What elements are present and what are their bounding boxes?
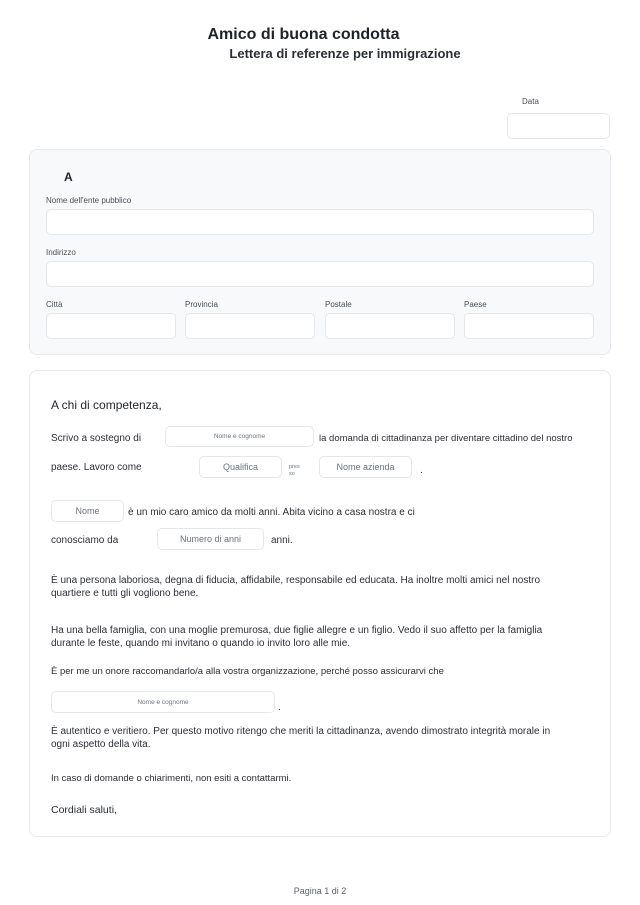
paragraph-3-end: . (278, 702, 281, 713)
postal-label: Postale (325, 300, 352, 309)
city-label: Città (46, 300, 63, 309)
recipient-heading: A (64, 170, 73, 184)
line4-end: anni. (271, 535, 293, 546)
greeting: A chi di competenza, (51, 398, 162, 412)
paragraph-1-line-1: È una persona laboriosa, degna di fiducia, affidabile, responsabile ed educata. Ha inoltre molti amici nel nostro (51, 575, 541, 586)
paragraph-2-line-1: Ha una bella famiglia, con una moglie premurosa, due figlie allegre e un figlio. Vedo il suo affetto per la famiglia (51, 625, 543, 636)
line3: è un mio caro amico da molti anni. Abita vicino a casa nostra e ci (128, 507, 415, 518)
paragraph-1-line-2: quartiere e tutti gli vogliono bene. (51, 588, 199, 599)
country-field[interactable] (464, 313, 594, 339)
city-field[interactable] (46, 313, 176, 339)
years-field[interactable]: Numero di anni (157, 528, 264, 550)
postal-field[interactable] (325, 313, 455, 339)
line4-start: conosciamo da (51, 535, 119, 546)
applicant-name-field[interactable]: Nome e cognome (165, 426, 314, 447)
date-label: Data (522, 97, 539, 106)
public-body-name-label: Nome dell'ente pubblico (46, 196, 132, 205)
document-title: Amico di buona condotta (207, 26, 400, 43)
country-label: Paese (464, 300, 487, 309)
province-field[interactable] (185, 313, 315, 339)
presso-label-2: so (289, 471, 295, 477)
date-field[interactable] (507, 113, 610, 139)
document-subtitle: Lettera di referenze per immigrazione (229, 46, 461, 61)
presso-label-1: pres (289, 464, 300, 470)
full-name-field[interactable]: Nome e cognome (51, 691, 275, 713)
paragraph-4-line-2: ogni aspetto della vita. (51, 739, 151, 750)
paragraph-5: In caso di domande o chiarimenti, non esiti a contattarmi. (51, 773, 292, 784)
page-indicator: Pagina 1 di 2 (293, 886, 347, 896)
address-field[interactable] (46, 261, 594, 287)
public-body-name-field[interactable] (46, 209, 594, 235)
line2-end: . (420, 465, 423, 476)
address-label: Indirizzo (46, 248, 76, 257)
line1-start: Scrivo a sostegno di (51, 433, 142, 444)
paragraph-4-line-1: È autentico e veritiero. Per questo motivo ritengo che meriti la cittadinanza, avendo dimostrato integrità morale in (51, 726, 551, 737)
qualification-field[interactable]: Qualifica (199, 456, 282, 478)
line2-start: paese. Lavoro come (51, 462, 142, 473)
friend-name-field[interactable]: Nome (51, 500, 124, 522)
line1-end: la domanda di cittadinanza per diventare cittadino del nostro (319, 433, 573, 444)
province-label: Provincia (185, 300, 218, 309)
paragraph-3: È per me un onore raccomandarlo/a alla vostra organizzazione, perché posso assicurarvi che (51, 666, 444, 677)
closing: Cordiali saluti, (51, 804, 117, 816)
paragraph-2-line-2: durante le feste, quando mi invitano o quando io invito loro alle mie. (51, 638, 351, 649)
company-name-field[interactable]: Nome azienda (319, 456, 412, 478)
